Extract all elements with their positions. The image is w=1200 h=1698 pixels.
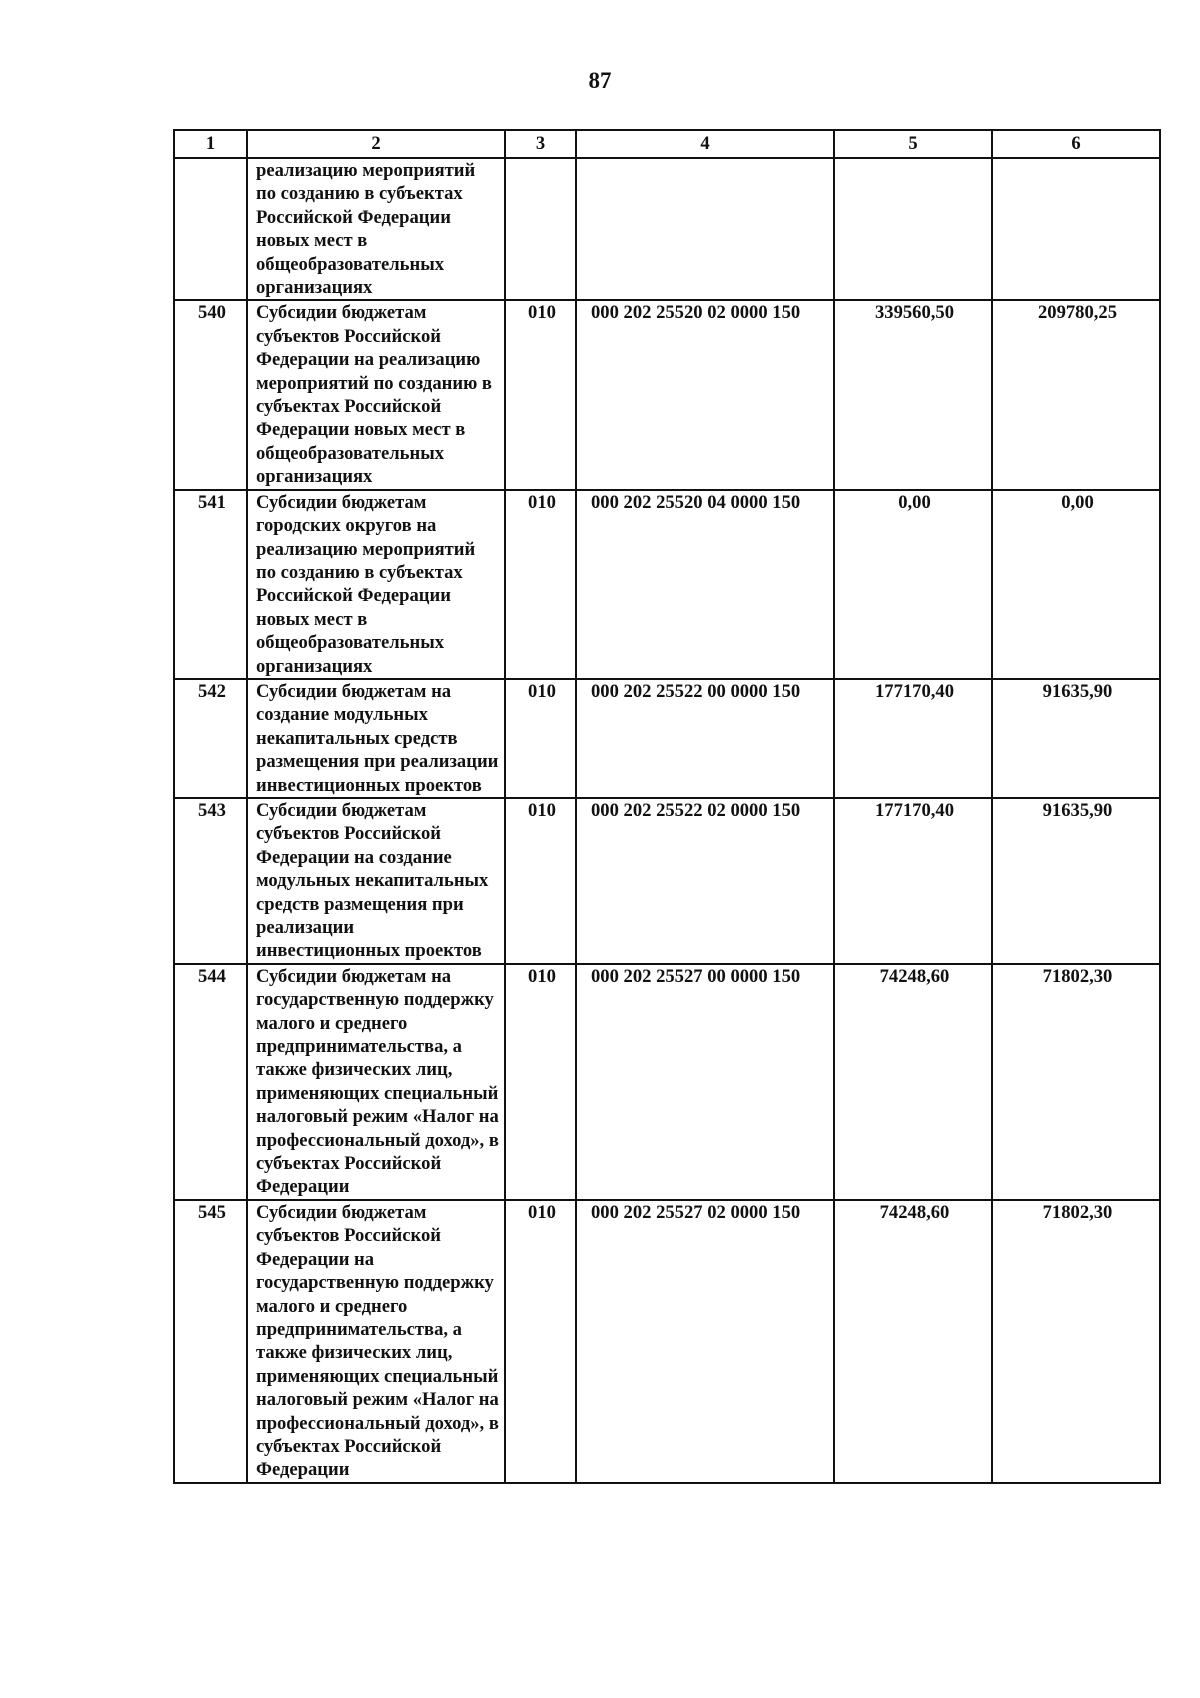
cell-value-6 bbox=[992, 158, 1160, 300]
column-header-4: 4 bbox=[576, 130, 834, 158]
column-header-5: 5 bbox=[834, 130, 992, 158]
cell-value-6: 0,00 bbox=[992, 490, 1160, 679]
cell-value-6: 91635,90 bbox=[992, 679, 1160, 798]
cell-num: 543 bbox=[174, 798, 247, 964]
cell-kbk: 000 202 25522 00 0000 150 bbox=[576, 679, 834, 798]
cell-kbk: 000 202 25527 02 0000 150 bbox=[576, 1200, 834, 1483]
cell-num bbox=[174, 158, 247, 300]
cell-value-5: 177170,40 bbox=[834, 798, 992, 964]
cell-num: 545 bbox=[174, 1200, 247, 1483]
cell-name: Субсидии бюджетам субъектов Российской Федерации на создание модульных некапитальных средств размещения при реализации инвестиционных проектов bbox=[247, 798, 505, 964]
cell-name: Субсидии бюджетам городских округов на реализацию мероприятий по созданию в субъектах Российской Федерации новых мест в общеобразовательных организациях bbox=[247, 490, 505, 679]
cell-kbk bbox=[576, 158, 834, 300]
cell-name: Субсидии бюджетам на государственную поддержку малого и среднего предпринимательства, а также физических лиц, применяющих специальный налоговый режим «Налог на профессиональный доход», в субъектах Российской Федерации bbox=[247, 964, 505, 1200]
cell-value-6: 91635,90 bbox=[992, 798, 1160, 964]
cell-value-5: 0,00 bbox=[834, 490, 992, 679]
table-row bbox=[174, 300, 1160, 489]
cell-kbk: 000 202 25522 02 0000 150 bbox=[576, 798, 834, 964]
table-row bbox=[174, 798, 1160, 964]
cell-value-6: 209780,25 bbox=[992, 300, 1160, 489]
cell-admin-code: 010 bbox=[505, 1200, 576, 1483]
page-number: 87 bbox=[588, 68, 612, 93]
column-header-3: 3 bbox=[505, 130, 576, 158]
cell-value-5: 339560,50 bbox=[834, 300, 992, 489]
cell-admin-code bbox=[505, 158, 576, 300]
column-header-1: 1 bbox=[174, 130, 247, 158]
cell-value-5 bbox=[834, 158, 992, 300]
column-header-6: 6 bbox=[992, 130, 1160, 158]
cell-admin-code: 010 bbox=[505, 679, 576, 798]
cell-kbk: 000 202 25520 02 0000 150 bbox=[576, 300, 834, 489]
table-row bbox=[174, 490, 1160, 679]
cell-name: Субсидии бюджетам субъектов Российской Федерации на государственную поддержку малого и среднего предпринимательства, а также физических лиц, применяющих специальный налоговый режим «Налог на профессиональный доход», в субъектах Российской Федерации bbox=[247, 1200, 505, 1483]
cell-num: 542 bbox=[174, 679, 247, 798]
budget-table bbox=[173, 129, 1161, 1484]
table-row-continuation bbox=[174, 158, 1160, 300]
cell-name: реализацию мероприятий по созданию в субъектах Российской Федерации новых мест в общеобразовательных организациях bbox=[247, 158, 505, 300]
table-row bbox=[174, 679, 1160, 798]
cell-value-6: 71802,30 bbox=[992, 964, 1160, 1200]
cell-value-6: 71802,30 bbox=[992, 1200, 1160, 1483]
cell-admin-code: 010 bbox=[505, 964, 576, 1200]
table-header-row bbox=[174, 130, 1160, 158]
cell-num: 540 bbox=[174, 300, 247, 489]
cell-value-5: 74248,60 bbox=[834, 964, 992, 1200]
cell-admin-code: 010 bbox=[505, 300, 576, 489]
cell-admin-code: 010 bbox=[505, 798, 576, 964]
cell-kbk: 000 202 25520 04 0000 150 bbox=[576, 490, 834, 679]
cell-kbk: 000 202 25527 00 0000 150 bbox=[576, 964, 834, 1200]
cell-num: 544 bbox=[174, 964, 247, 1200]
column-header-2: 2 bbox=[247, 130, 505, 158]
cell-value-5: 177170,40 bbox=[834, 679, 992, 798]
cell-name: Субсидии бюджетам субъектов Российской Федерации на реализацию мероприятий по созданию в субъектах Российской Федерации новых мест в общеобразовательных организациях bbox=[247, 300, 505, 489]
table-row bbox=[174, 1200, 1160, 1483]
cell-admin-code: 010 bbox=[505, 490, 576, 679]
table-row bbox=[174, 964, 1160, 1200]
cell-num: 541 bbox=[174, 490, 247, 679]
cell-name: Субсидии бюджетам на создание модульных некапитальных средств размещения при реализации инвестиционных проектов bbox=[247, 679, 505, 798]
cell-value-5: 74248,60 bbox=[834, 1200, 992, 1483]
